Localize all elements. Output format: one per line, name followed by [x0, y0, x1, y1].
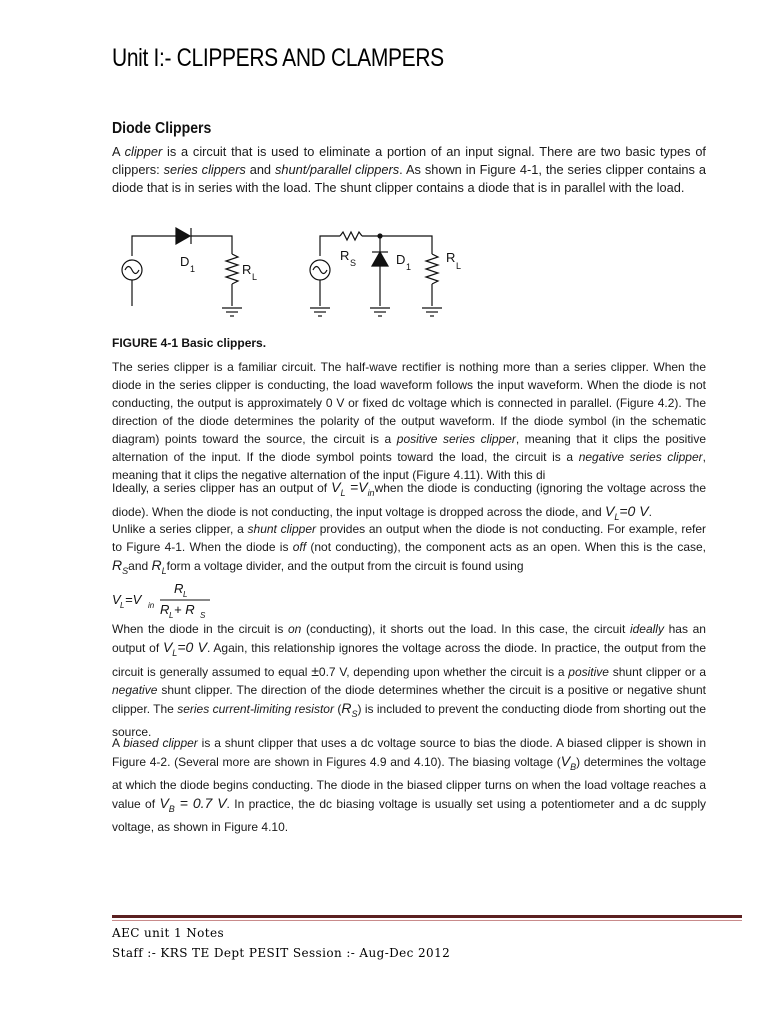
resistor-rl-series: [226, 254, 238, 284]
shunt-clipper-paragraph: [112, 520, 706, 580]
math-symbol: =V: [345, 479, 368, 495]
text: , meaning that it clips the negative alternation of the input (Figure 4.11). With this di: [112, 450, 706, 482]
label-rl-shunt-sub: L: [456, 261, 462, 271]
math-symbol: V: [605, 502, 615, 519]
sine-icon: [125, 267, 139, 274]
eq-num-sub: L: [183, 590, 188, 599]
eq-lhs-sub: L: [120, 601, 125, 610]
eq-equals: =V: [125, 592, 142, 607]
text: . As shown in Figure 4-1, the series clipper contains a diode that is in series with the load. The shunt clipper contains a diode that is in parallel with the load.: [112, 162, 706, 195]
math-symbol: V: [162, 639, 173, 655]
biased-clipper-paragraph: [112, 734, 706, 836]
term-series-clippers: series clippers: [163, 162, 246, 177]
text: ) determines the voltage at which the diode begins conducting. The diode in the biased clipper turns on when the load voltage reaches a value of: [112, 755, 707, 811]
text: shunt clipper. The direction of the diode determines whether the circuit is a positive or negative shunt clipper. The: [112, 682, 706, 716]
math-sub: L: [614, 511, 620, 522]
text: (conducting), it shorts out the load. In this case, the circuit: [301, 622, 630, 636]
math-sub: B: [570, 761, 577, 772]
text: The series clipper is a familiar circuit. The half-wave rectifier is nothing more than a series clipper. When the diode in the series clipper is conducting, the load waveform follows the input waveform. When the diode is not conducting, the output is approximately 0 V or fixed dc voltage which is connected in parallel. (Figure 4.2). The direction of the diode determines the polarity of the output waveform. If the diode symbol (in the schematic diagram) points toward the source, the circuit is a: [112, 360, 706, 446]
sine-icon: [313, 267, 327, 274]
ground-icon: [370, 308, 390, 316]
term-series-resistor: series current-limiting resistor: [177, 701, 334, 716]
math-symbol: R: [112, 557, 123, 573]
math-symbol: = 0.7 V: [174, 794, 227, 811]
text: when the diode is conducting (ignoring the voltage across the diode). When the diode is not conducting, the input voltage is dropped across the diode, and: [112, 481, 707, 519]
intro-paragraph: [112, 143, 706, 197]
term-clipper: clipper: [124, 144, 163, 159]
text: is a shunt clipper that uses a dc voltage source to bias the diode. A biased clipper is shown in Figure 4-2. (Several more are shown in Figures 4.9 and 4.10). The biasing voltage (: [112, 736, 706, 769]
label-rs: R: [340, 248, 350, 263]
eq-denominator: R: [160, 602, 170, 617]
text: A: [112, 736, 124, 750]
plus-minus-symbol: ±: [311, 662, 319, 679]
math-symbol: R: [341, 699, 352, 716]
text: form a voltage divider, and the output from the circuit is found using: [166, 559, 524, 573]
label-rs-sub: S: [350, 258, 357, 268]
voltage-divider-equation: [112, 580, 252, 620]
section-heading: Diode Clippers: [112, 120, 212, 137]
text: provides an output when the diode is not conducting. For example, refer to Figure 4-1. When the diode is: [112, 522, 706, 554]
math-vl-zero: [605, 502, 649, 522]
footer-rule: [112, 915, 742, 918]
math-sub: in: [367, 487, 375, 498]
term-biased-clipper: biased clipper: [123, 736, 198, 750]
eq-in-sub: in: [148, 601, 155, 610]
math-symbol: V: [560, 753, 571, 769]
term-off: off: [292, 540, 307, 554]
text: A: [112, 144, 125, 159]
label-d1-sub: 1: [190, 264, 196, 274]
math-sub: L: [172, 647, 178, 658]
page-title: Unit I:- CLIPPERS AND CLAMPERS: [112, 44, 444, 72]
wire: [320, 236, 340, 256]
text: has an output of: [112, 622, 706, 655]
text: and: [128, 559, 152, 573]
text: Ideally, a series clipper has an output of: [112, 481, 332, 495]
resistor-rs: [340, 232, 362, 240]
text: When the diode in the circuit is: [112, 622, 288, 636]
text: . Again, this relationship ignores the voltage across the diode. In practice, the output from the circuit is generally assumed to equal: [112, 641, 706, 679]
ground-icon: [310, 308, 330, 316]
math-symbol: V: [159, 794, 169, 811]
wire: [191, 236, 232, 254]
label-d1-shunt: D: [396, 252, 406, 267]
eq-lhs: V: [112, 592, 121, 607]
term-negative-series-clipper: negative series clipper: [578, 450, 703, 464]
term-ideally: ideally: [629, 622, 664, 636]
footer-rule-thin: [112, 920, 742, 921]
term-shunt-clippers: shunt/parallel clippers: [275, 162, 400, 177]
math-symbol: =0 V: [177, 639, 207, 655]
shunt-clipper-circuit: [310, 232, 442, 316]
math-sub: S: [122, 565, 129, 576]
term-negative: negative: [112, 682, 158, 697]
ground-icon: [222, 308, 242, 316]
resistor-rl-shunt: [426, 254, 438, 284]
text: is a circuit that is used to eliminate a portion of an input signal. There are two basic types of clippers:: [112, 144, 706, 177]
eq-den-sub1: L: [169, 611, 174, 620]
label-rl-shunt: R: [446, 250, 456, 265]
ground-icon: [422, 308, 442, 316]
math-vb: [560, 753, 577, 772]
text: ) is included to prevent the conducting diode from shorting out the source.: [112, 701, 706, 739]
label-rl-sub: L: [252, 272, 258, 282]
math-symbol: R: [151, 557, 162, 573]
math-vl: [331, 479, 375, 498]
diode-on-paragraph: [112, 620, 706, 741]
label-d1-shunt-sub: 1: [406, 262, 412, 272]
math-symbol: V: [331, 479, 341, 495]
text: , meaning that it clips the positive alternation of the input. If the diode symbol points toward the load, the circuit is a: [112, 432, 706, 464]
math-symbol: =0 V: [619, 502, 649, 519]
eq-numerator: R: [174, 581, 184, 596]
figure-basic-clippers: [112, 226, 472, 326]
wire: [132, 236, 176, 256]
math-rl: [151, 557, 167, 576]
math-sub: L: [161, 565, 167, 576]
label-rl: R: [242, 262, 252, 277]
math-rs: [341, 699, 358, 719]
term-shunt-clipper: shunt clipper: [247, 522, 316, 536]
figure-caption: FIGURE 4-1 Basic clippers.: [112, 336, 267, 350]
ideal-series-paragraph: [112, 478, 706, 526]
text: Unlike a series clipper, a: [112, 522, 248, 536]
text: (not conducting), the component acts as an open. When this is the case,: [306, 540, 707, 554]
math-vl-zero: [162, 639, 207, 658]
term-on: on: [287, 622, 302, 636]
footer-staff: Staff :- KRS TE Dept PESIT Session :- Aug-Dec 2012: [112, 946, 451, 960]
text: and: [245, 162, 275, 177]
text: 0.7 V, depending upon whether the circuit is a: [318, 664, 569, 679]
term-positive: positive: [568, 664, 609, 679]
math-rs: [112, 557, 129, 576]
math-sub: B: [168, 803, 175, 814]
math-sub: S: [351, 708, 358, 719]
series-clipper-circuit: [122, 228, 242, 316]
series-clipper-paragraph: [112, 358, 706, 484]
label-d1: D: [180, 254, 190, 269]
text: . In practice, the dc biasing voltage is usually set using a potentiometer and a dc supply voltage, as shown in Figure 4.10.: [112, 796, 706, 834]
term-positive-series-clipper: positive series clipper: [396, 432, 516, 446]
footer-course: AEC unit 1 Notes: [112, 926, 225, 940]
eq-den-sub2: S: [200, 611, 206, 620]
diode-d1-shunt: [372, 252, 388, 266]
math-sub: L: [340, 487, 346, 498]
text: .: [648, 504, 652, 519]
eq-plus: + R: [174, 602, 195, 617]
text: shunt clipper or a: [608, 664, 706, 679]
diode-d1-series: [176, 228, 190, 244]
text: (: [333, 701, 342, 716]
math-vb-eq: [159, 794, 227, 814]
